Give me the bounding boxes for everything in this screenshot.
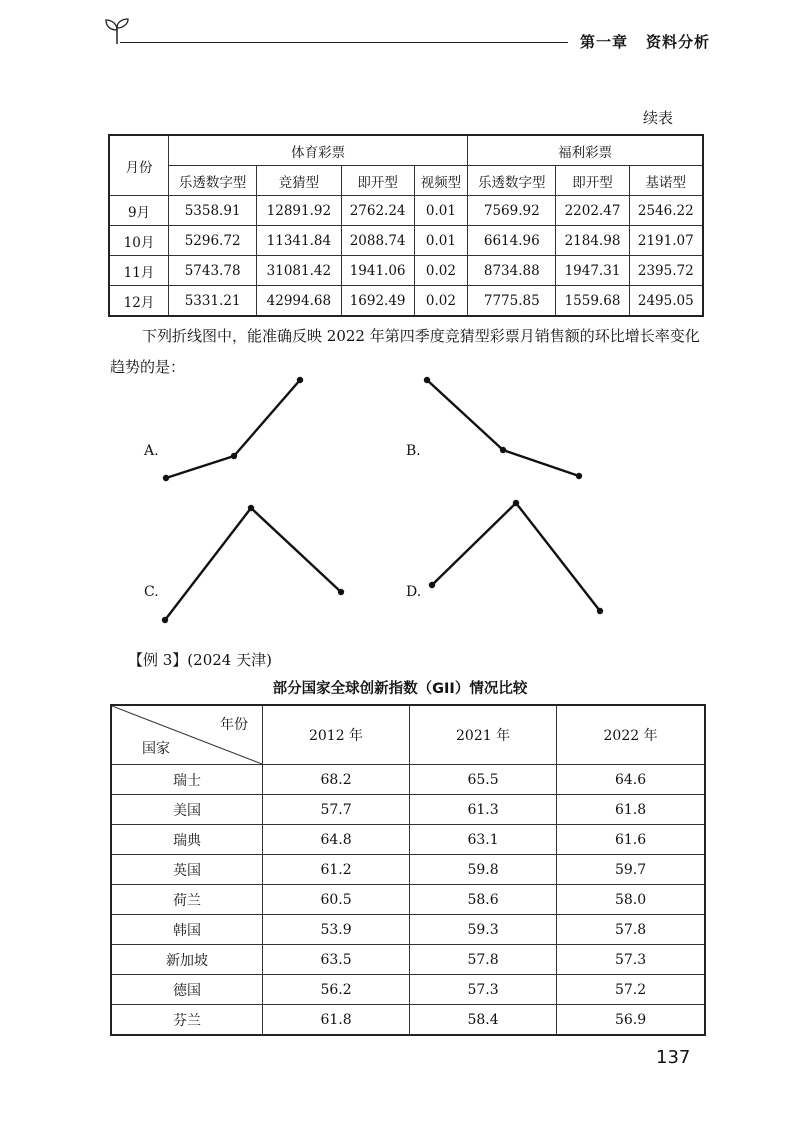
table-row [111, 855, 705, 885]
table-cell: 61.2 [263, 855, 410, 885]
table-cell: 2202.47 [556, 196, 629, 226]
table-row [109, 196, 703, 226]
country-cell: 瑞典 [111, 825, 263, 855]
table-cell: 0.01 [414, 226, 467, 256]
year-header: 2022 年 [557, 705, 705, 765]
table-row [111, 795, 705, 825]
table-cell: 63.1 [410, 825, 557, 855]
corner-country-label: 国家 [142, 741, 170, 757]
option-b-label[interactable]: B. [406, 443, 421, 459]
option-d-line-chart[interactable] [420, 495, 615, 620]
table-cell: 56.2 [263, 975, 410, 1005]
table-cell: 59.8 [410, 855, 557, 885]
table-row [111, 915, 705, 945]
gii-table-title: 部分国家全球创新指数（GII）情况比较 [272, 681, 528, 697]
table-row [111, 975, 705, 1005]
table-cell: 64.6 [557, 765, 705, 795]
table-cell: 61.3 [410, 795, 557, 825]
table-cell: 59.3 [410, 915, 557, 945]
table-cell: 9月 [109, 196, 169, 226]
table-cell: 1941.06 [341, 256, 414, 286]
option-a-label[interactable]: A. [144, 443, 159, 459]
table-cell: 57.3 [557, 945, 705, 975]
table-cell: 12月 [109, 286, 169, 317]
table-row [109, 226, 703, 256]
option-c-line-chart[interactable] [155, 500, 355, 630]
country-cell: 瑞士 [111, 765, 263, 795]
page-number: 137 [656, 1047, 691, 1068]
table-cell: 5296.72 [169, 226, 257, 256]
corner-header [111, 705, 263, 765]
table-cell: 5743.78 [169, 256, 257, 286]
chapter-section: 资料分析 [646, 33, 711, 51]
country-cell: 美国 [111, 795, 263, 825]
table-cell: 42994.68 [257, 286, 341, 317]
table-cell: 57.3 [410, 975, 557, 1005]
table-cell: 2395.72 [629, 256, 703, 286]
country-cell: 英国 [111, 855, 263, 885]
year-header: 2012 年 [263, 705, 410, 765]
country-cell: 芬兰 [111, 1005, 263, 1036]
table-cell: 2191.07 [629, 226, 703, 256]
table-cell: 64.8 [263, 825, 410, 855]
table-cell: 61.8 [263, 1005, 410, 1036]
country-cell: 德国 [111, 975, 263, 1005]
option-d-label[interactable]: D. [406, 584, 422, 600]
table-cell: 0.01 [414, 196, 467, 226]
question-text: 下列折线图中，能准确反映 2022 年第四季度竞猜型彩票月销售额的环比增长率变化趋势的是： [110, 327, 700, 376]
table-cell: 0.02 [414, 256, 467, 286]
table-cell: 0.02 [414, 286, 467, 317]
column-header: 竞猜型 [257, 166, 341, 196]
table-cell: 68.2 [263, 765, 410, 795]
table-cell: 58.4 [410, 1005, 557, 1036]
table-cell: 8734.88 [468, 256, 556, 286]
chapter-number: 第一章 [580, 33, 629, 51]
table-row [109, 256, 703, 286]
header-rule [120, 42, 568, 43]
table-cell: 31081.42 [257, 256, 341, 286]
row-header: 月份 [109, 135, 169, 196]
year-header: 2021 年 [410, 705, 557, 765]
table-cell: 57.8 [557, 915, 705, 945]
table-cell: 2495.05 [629, 286, 703, 317]
table-cell: 53.9 [263, 915, 410, 945]
table-cell: 12891.92 [257, 196, 341, 226]
column-header: 即开型 [556, 166, 629, 196]
table-cell: 6614.96 [468, 226, 556, 256]
table-cell: 7775.85 [468, 286, 556, 317]
table-cell: 2088.74 [341, 226, 414, 256]
table-cell: 57.2 [557, 975, 705, 1005]
table-cell: 58.0 [557, 885, 705, 915]
table-cell: 63.5 [263, 945, 410, 975]
example-label: 【例 3】(2024 天津) [128, 651, 272, 669]
option-b-line-chart[interactable] [415, 370, 595, 490]
group-header-welfare: 福利彩票 [468, 135, 703, 166]
corner-year-label: 年份 [220, 717, 248, 733]
table-cell: 2762.24 [341, 196, 414, 226]
table-cell: 1692.49 [341, 286, 414, 317]
table-row [111, 885, 705, 915]
group-header-sports: 体育彩票 [169, 135, 468, 166]
table-cell: 57.7 [263, 795, 410, 825]
option-a-line-chart[interactable] [150, 370, 320, 490]
column-header: 即开型 [341, 166, 414, 196]
country-cell: 荷兰 [111, 885, 263, 915]
table-cell: 59.7 [557, 855, 705, 885]
table-cell: 58.6 [410, 885, 557, 915]
option-c-label[interactable]: C. [144, 584, 159, 600]
column-header: 基诺型 [629, 166, 703, 196]
table-cell: 57.8 [410, 945, 557, 975]
country-cell: 新加坡 [111, 945, 263, 975]
column-header: 乐透数字型 [468, 166, 556, 196]
table-row [111, 1005, 705, 1036]
table-cell: 1947.31 [556, 256, 629, 286]
lottery-table [108, 134, 704, 317]
table-row [111, 945, 705, 975]
table-row [111, 765, 705, 795]
country-cell: 韩国 [111, 915, 263, 945]
table-row [111, 825, 705, 855]
table-cell: 2546.22 [629, 196, 703, 226]
table-cell: 61.8 [557, 795, 705, 825]
table-cell: 1559.68 [556, 286, 629, 317]
table-row [109, 286, 703, 317]
continued-label: 续表 [643, 109, 674, 127]
table-cell: 61.6 [557, 825, 705, 855]
column-header: 乐透数字型 [169, 166, 257, 196]
gii-table [110, 704, 706, 1036]
table-cell: 5331.21 [169, 286, 257, 317]
table-cell: 56.9 [557, 1005, 705, 1036]
table-cell: 11月 [109, 256, 169, 286]
table-cell: 10月 [109, 226, 169, 256]
table-cell: 60.5 [263, 885, 410, 915]
table-cell: 7569.92 [468, 196, 556, 226]
column-header: 视频型 [414, 166, 467, 196]
table-cell: 11341.84 [257, 226, 341, 256]
chapter-header [580, 31, 728, 52]
table-cell: 65.5 [410, 765, 557, 795]
table-cell: 5358.91 [169, 196, 257, 226]
table-cell: 2184.98 [556, 226, 629, 256]
